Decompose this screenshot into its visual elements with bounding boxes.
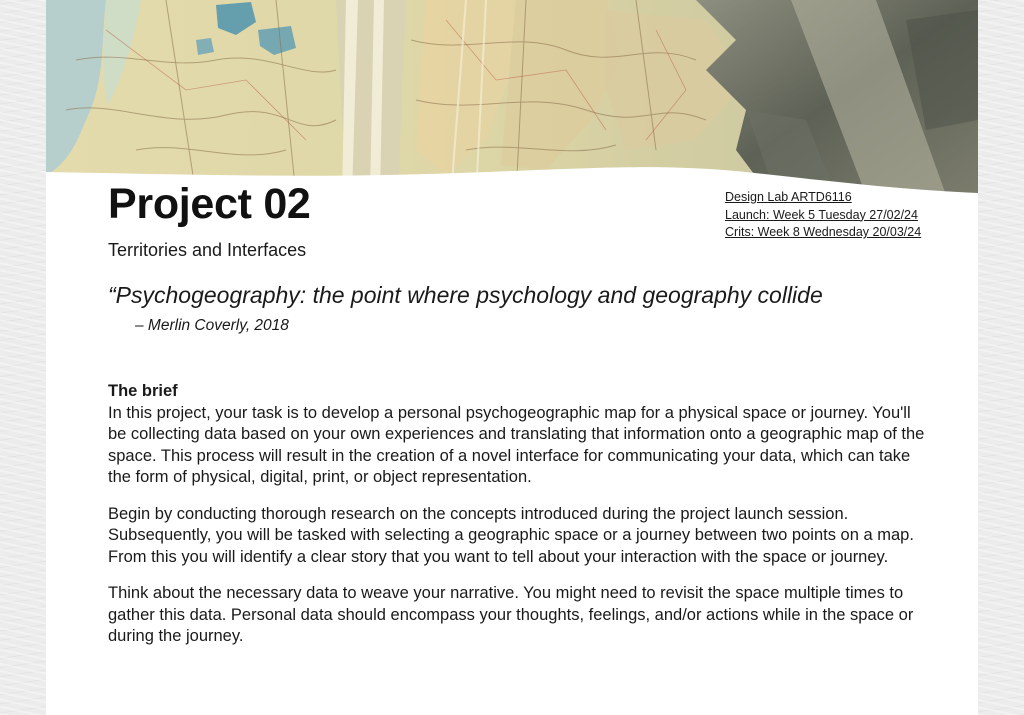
launch-date: Launch: Week 5 Tuesday 27/02/24 [725,207,918,222]
map-collage-banner [46,0,978,195]
brief-section [108,381,928,663]
crits-date: Crits: Week 8 Wednesday 20/03/24 [725,225,922,239]
course-code: Design Lab ARTD6116 [725,190,852,204]
brief-paragraph: In this project, your task is to develop a personal psychogeographic map for a physical space or journey. You'll be collecting data based on your own experiences and translating that information onto a geographic map of the space. This process will result in the creation of a novel interface for communicating your data, which can take the form of physical, digital, print, or object representation. [108,403,925,486]
page-subtitle: Territories and Interfaces [108,240,307,260]
document-page [46,0,978,715]
brief-heading: The brief [108,382,178,400]
map-collage-image [46,0,978,195]
epigraph-quote: “Psychogeography: the point where psychology and geography collide [108,282,823,308]
quote-attribution: – Merlin Coverly, 2018 [135,317,289,334]
brief-paragraph: Think about the necessary data to weave your narrative. You might need to revisit the space multiple times to gather this data. Personal data should encompass your thoughts, feelings, and/or actions while in the space or during the journey. [108,584,914,645]
page-title: Project 02 [108,180,311,228]
course-meta [725,189,921,242]
brief-paragraph: Begin by conducting thorough research on the concepts introduced during the project launch session. Subsequently, you will be tasked with selecting a geographic space or a journey between two points on a map. From this you will identify a clear story that you want to tell about your interaction with the space or journey. [108,504,914,566]
